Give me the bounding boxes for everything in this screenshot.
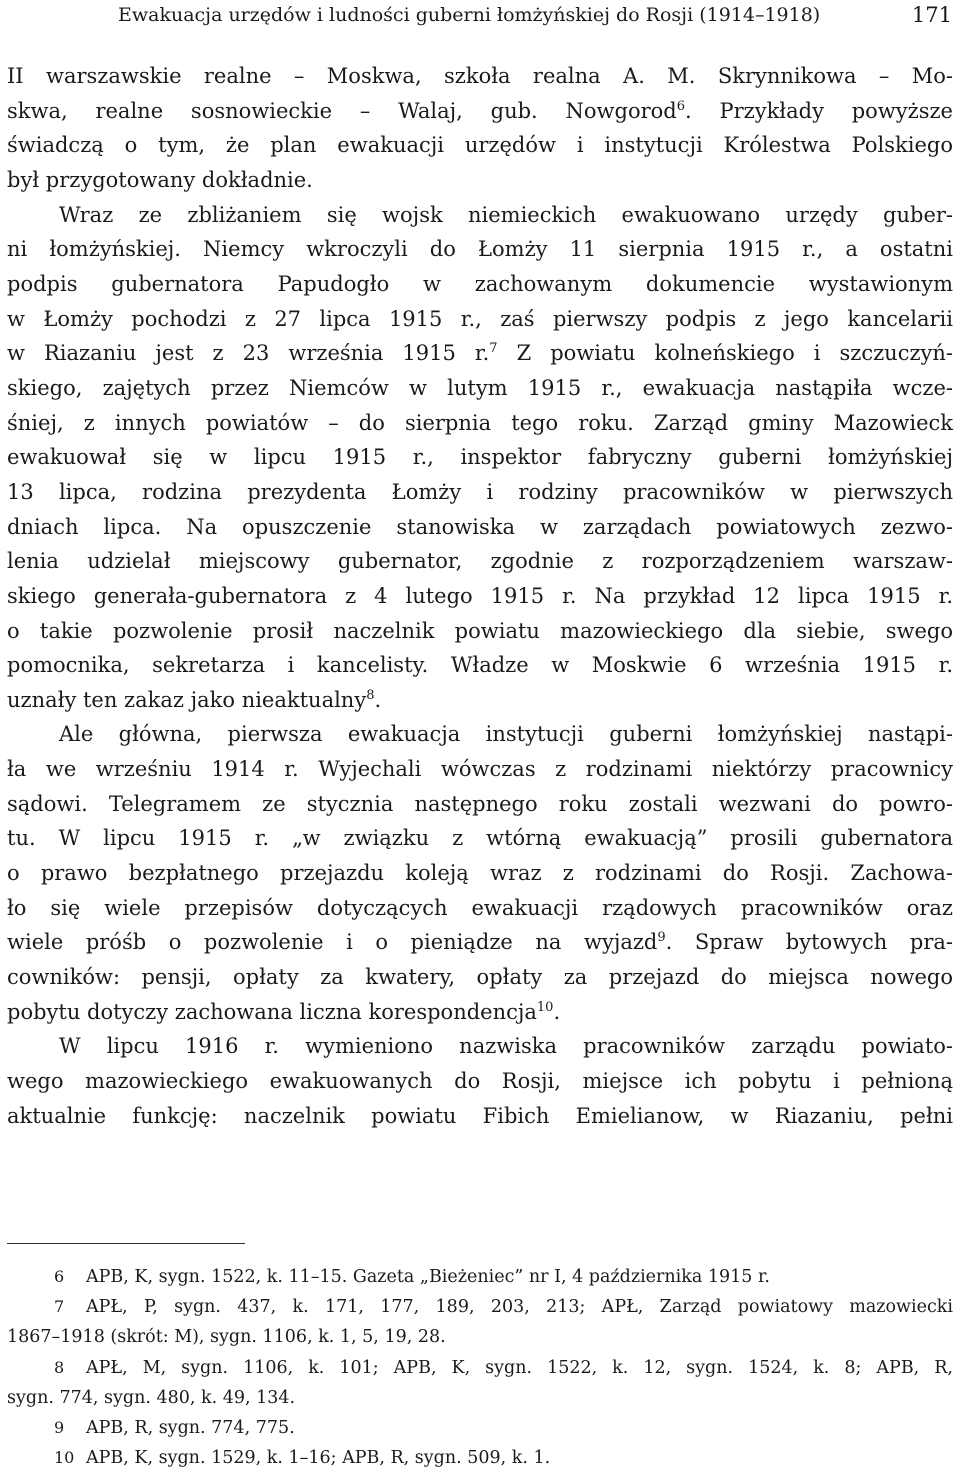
text-line: ło się wiele przepisów dotyczących ewakuacji rządowych pracowników oraz: [7, 895, 953, 920]
text-line: w Łomży pochodzi z 27 lipca 1915 r., zaś pierwszy podpis z jego kancelarii: [7, 306, 953, 331]
footnote-7: 7 APŁ, P, sygn. 437, k. 171, 177, 189, 203, 213; APŁ, Zarząd powiatowy mazowiecki: [7, 1292, 953, 1322]
paragraph-start-line: Ale główna, pierwsza ewakuacja instytucji guberni łomżyńskiej nastąpi-: [59, 722, 953, 747]
footnote-mark: 7: [54, 1297, 65, 1317]
text-line: skiego, zajętych przez Niemców w lutym 1915 r., ewakuacja nastąpiła wcze-: [7, 375, 953, 400]
text-line: w Riazaniu jest z 23 września 1915 r.$^7$ Z powiatu kolneńskiego i szczuczyń-: [7, 341, 953, 366]
text-line: śniej, z innych powiatów – do sierpnia tego roku. Zarząd gminy Mazowieck: [7, 410, 953, 435]
text-line: ni łomżyńskiej. Niemcy wkroczyli do Łomży 11 sierpnia 1915 r., a ostatni: [7, 237, 953, 262]
footnotes: [7, 1262, 953, 1473]
text-line: 13 lipca, rodzina prezydenta Łomży i rodziny pracowników w pierwszych: [7, 479, 953, 504]
paragraph-start-line: Wraz ze zbliżaniem się wojsk niemieckich ewakuowano urzędy guber-: [59, 202, 953, 227]
text-line: o takie pozwolenie prosił naczelnik powiatu mazowieckiego dla siebie, swego: [7, 618, 953, 643]
paragraph-start-line: W lipcu 1916 r. wymieniono nazwiska pracowników zarządu powiato-: [59, 1034, 953, 1059]
text-line: podpis gubernatora Papudogło w zachowanym dokumencie wystawionym: [7, 271, 953, 296]
text-line: skiego generała-gubernatora z 4 lutego 1915 r. Na przykład 12 lipca 1915 r.: [7, 583, 953, 608]
page-number: 171: [911, 3, 952, 27]
text-line: skwa, realne sosnowieckie – Walaj, gub. Nowgorod$^6$. Przykłady powyższe: [7, 98, 953, 123]
footnote-8: 8 APŁ, M, sygn. 1106, k. 101; APB, K, sygn. 1522, k. 12, sygn. 1524, k. 8; APB, R,: [7, 1353, 953, 1383]
text-line: pobytu dotyczy zachowana liczna korespondencja$^{10}$.: [7, 999, 561, 1024]
footnote-6: 6 APB, K, sygn. 1522, k. 11–15. Gazeta „Bieżeniec” nr I, 4 października 1915 r.: [7, 1262, 953, 1292]
text-line: wego mazowieckiego ewakuowanych do Rosji, miejsce ich pobytu i pełnioną: [7, 1069, 953, 1094]
footnote-mark: 8: [54, 1357, 65, 1377]
footnote-9: 9 APB, R, sygn. 774, 775.: [7, 1413, 953, 1443]
text-line: świadczą o tym, że plan ewakuacji urzędów i instytucji Królestwa Polskiego: [7, 133, 953, 158]
text-line: dniach lipca. Na opuszczenie stanowiska w zarządach powiatowych zezwo-: [7, 514, 953, 539]
footnote-ref-6: 6: [676, 98, 685, 114]
footnote-mark: 10: [54, 1448, 75, 1468]
footnote-8-continuation: sygn. 774, sygn. 480, k. 49, 134.: [7, 1387, 296, 1408]
text-line: II warszawskie realne – Moskwa, szkoła realna A. M. Skrynnikowa – Mo-: [7, 64, 953, 88]
text-line: tu. W lipcu 1915 r. „w związku z wtórną ewakuacją” prosili gubernatora: [7, 826, 953, 851]
footnote-mark: 6: [54, 1267, 65, 1286]
footnote-ref-8: 8: [366, 687, 375, 703]
text-line: lenia udzielał miejscowy gubernator, zgodnie z rozporządzeniem warszaw-: [7, 549, 953, 574]
footnote-ref-10: 10: [536, 999, 554, 1015]
footnote-mark: 9: [54, 1417, 65, 1437]
text-line: aktualnie funkcję: naczelnik powiatu Fibich Emielianow, w Riazaniu, pełni: [7, 1103, 953, 1128]
text-line: ła we wrześniu 1914 r. Wyjechali wówczas z rodzinami niektórzy pracownicy: [7, 757, 953, 782]
footnote-ref-9: 9: [657, 930, 666, 946]
footnote-7-continuation: 1867–1918 (skrót: M), sygn. 1106, k. 1, 5, 19, 28.: [7, 1327, 446, 1348]
text-line: uznały ten zakaz jako nieaktualny$^8$.: [7, 687, 382, 712]
text-line: był przygotowany dokładnie.: [7, 167, 313, 192]
running-head: [118, 0, 952, 30]
body-text: [7, 59, 953, 1133]
footnote-10: 10 APB, K, sygn. 1529, k. 1–16; APB, R, sygn. 509, k. 1.: [7, 1443, 953, 1473]
footnote-ref-7: 7: [489, 341, 498, 357]
running-head-title: Ewakuacja urzędów i ludności guberni łomżyńskiej do Rosji (1914–1918): [118, 4, 821, 26]
text-line: o prawo bezpłatnego przejazdu koleją wraz z rodzinami do Rosji. Zachowa-: [7, 861, 953, 886]
footnote-separator: [7, 1243, 245, 1244]
text-line: ewakuował się w lipcu 1915 r., inspektor fabryczny guberni łomżyńskiej: [7, 445, 953, 470]
text-line: pomocnika, sekretarza i kancelisty. Władze w Moskwie 6 września 1915 r.: [7, 653, 953, 678]
text-line: sądowi. Telegramem ze stycznia następnego roku zostali wezwani do powro-: [7, 791, 953, 816]
text-line: cowników: pensji, opłaty za kwatery, opłaty za przejazd do miejsca nowego: [7, 965, 953, 990]
text-line: wiele próśb o pozwolenie i o pieniądze na wyjazd$^9$. Spraw bytowych pra-: [7, 930, 953, 955]
